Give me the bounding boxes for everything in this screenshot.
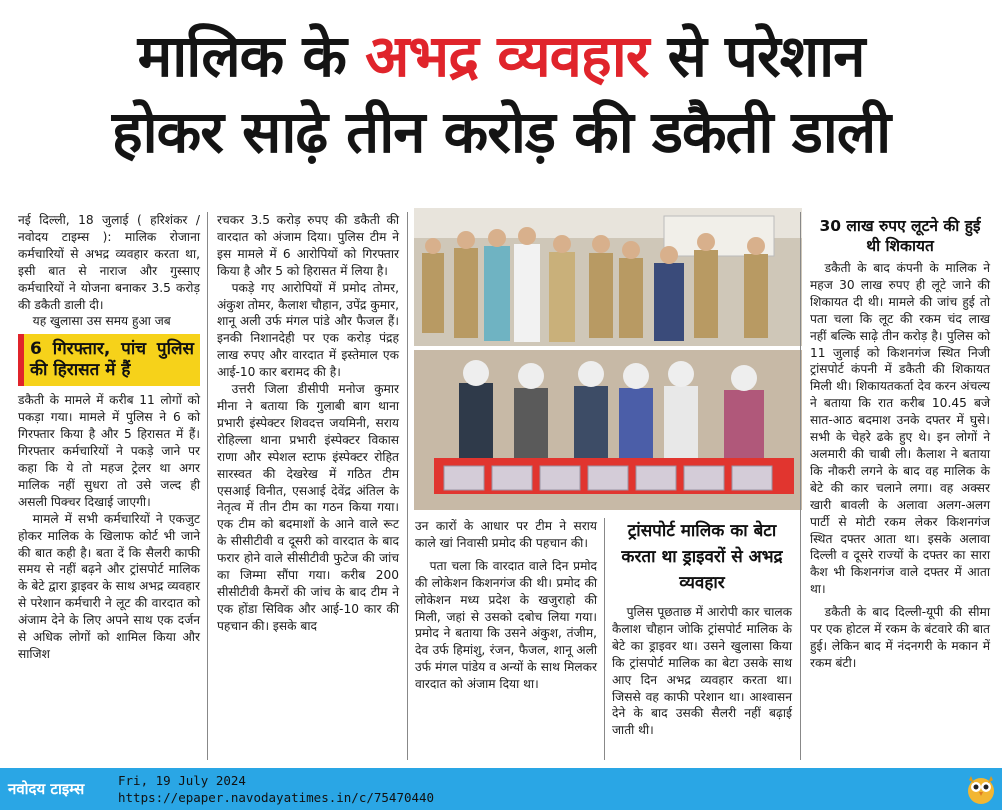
article-column-2 — [217, 212, 399, 635]
news-photo — [414, 208, 802, 510]
photo-police-recovery-image — [414, 208, 802, 510]
owl-icon — [966, 773, 996, 805]
newspaper-logo: नवोदय टाइम्स — [8, 780, 85, 798]
column-divider — [207, 212, 208, 760]
article-column-4 — [612, 518, 792, 739]
headline-line-1 — [0, 18, 1002, 94]
col3-para-1: उन कारों के आधार पर टीम ने सराय काले खां निवासी प्रमोद की पहचान की। — [415, 519, 597, 550]
headline-highlight: अभद्र व्यवहार — [365, 22, 649, 90]
headline-part-1: मालिक के — [137, 22, 366, 90]
col1-para-2: यह खुलासा उस समय हुआ जब — [32, 314, 171, 329]
col5-para-1: डकैती के बाद कंपनी के मालिक ने महज 30 लाख रुपए ही लूटे जाने की शिकायत दी थी। मामले की जांच हुई तो पता चला कि लूट की रकम चंद लाख नहीं बल्कि साढ़े तीन करोड़ है। पुलिस को 11 जुलाई को किशनगंज स्थित निजी ट्रांसपोर्ट कंपनी में डकैती की शिकायत मिली थी। शिकायतकर्ता देव करन अंचल्य ने बताया कि रात करीब 10.45 बजे सात-आठ बदमाश उनके दफ्तर में घुसे। सभी के चेहरे ढके हुए थे। इन लोगों ने अलमारी की चाबी ली। कैलाश ने बताया कि नौकरी लगने के बाद वह मालिक के बेटे की कार चलाने लगा। वह अक्सर खारी बावली के अलावा अलग-अलग पार्टी से मोटी रकम लेकर किशनगंज स्थित दफ्तर आता था। इसके अलावा दिल्ली व दूसरे राज्यों के दफ्तर का सारा कैश भी किशनगंज वाले दफ्तर में आता था। — [810, 261, 990, 597]
article-column-1 — [18, 212, 200, 663]
epaper-link[interactable]: https://epaper.navodayatimes.in/c/75470440 — [118, 790, 435, 805]
headline-part-2: से परेशान — [648, 22, 865, 90]
col3-para-2: पता चला कि वारदात वाले दिन प्रमोद की लोकेशन किशनगंज की थी। प्रमोद की लोकेशन मध्य प्रदेश के खजुराहो की मिली, जहां से उसको दबोच लिया गया। प्रमोद ने बताया कि उसने अंकुश, तंजीम, देव उर्फ हिमांशु, रंजन, फैजल, शानू अली उर्फ मंगल पांडेय व अन्यों के साथ मिलकर वारदात को अंजाम दिया था। — [415, 558, 597, 692]
edition-date: Fri, 19 July 2024 — [118, 773, 246, 788]
highlight-box: 6 गिरफ्तार, पांच पुलिस की हिरासत में हैं — [18, 334, 200, 386]
article-column-3 — [415, 518, 597, 693]
footer-bar — [0, 768, 1002, 810]
column-divider — [407, 212, 408, 760]
column-divider — [604, 518, 605, 760]
column-divider — [800, 212, 801, 760]
col1-para-1: नई दिल्ली, 18 जुलाई ( हरिशंकर / नवोदय टाइम्स ): मालिक रोजाना कर्मचारियों से अभद्र व्यवहार करता था, इसी बात से नाराज और गुस्साए कर्मचारियों ने योजना बनाकर 3.5 करोड़ की डकैती डाली दी। — [18, 213, 200, 312]
col1-para-4: मामले में सभी कर्मचारियों ने एकजुट होकर मालिक के खिलाफ कोर्ट भी जाने की बात कही है। बता दें कि सैलरी काफी समय से नहीं बढ़ने और ट्रांसपोर्ट मालिक के बेटे द्वारा ड्राइवर के साथ अभद्र व्यवहार से परेशान कर्मचारी ने लूट की वारदात को अंजाम देने के लिए अपने साथ एक दर्जन से अधिक लोगों को शामिल किया और साजिश — [18, 511, 200, 661]
headline — [0, 18, 1002, 170]
col5-para-2: डकैती के बाद दिल्ली-यूपी की सीमा पर एक होटल में रकम के बंटवारे की बात हुई। लेकिन बाद में नंदनगरी के मकान में रकम बंटी। — [810, 605, 990, 670]
col1-para-3: डकैती के मामले में करीब 11 लोगों को पकड़ा गया। मामले में पुलिस ने 6 को गिरफ्तार किया है और 5 हिरासत में हैं। गिरफ्तार कर्मचारियों ने पकड़े जाने पर कहा कि ये तो महज ट्रेलर था अगर मालिक नहीं सुधरा तो उसे जल्द ही असली पिक्चर दिखाई जाएगी। — [18, 393, 200, 509]
article-column-5 — [810, 212, 990, 672]
col2-para-2: पकड़े गए आरोपियों में प्रमोद तोमर, अंकुश तोमर, कैलाश चौहान, उपेंद्र कुमार, शानू अली उर्फ मंगल पांडे और फैजल हैं। इनकी निशानदेही पर एक करोड़ पंद्रह लाख रुपए और वारदात में इस्तेमाल एक आई-10 कार बरामद की है। — [217, 280, 399, 380]
subheading-transport-owner: ट्रांसपोर्ट मालिक का बेटा करता था ड्राइवरों से अभद्र व्यवहार — [621, 521, 783, 593]
footer-meta — [118, 772, 434, 806]
col2-para-3: उत्तरी जिला डीसीपी मनोज कुमार मीना ने बताया कि गुलाबी बाग थाना प्रभारी इंस्पेक्टर शिवदत्त जयमिनी, सराय रोहिल्ला थाना प्रभारी इंस्पेक्टर विकास राणा और स्पेशल स्टाफ इंस्पेक्टर रोहित सारस्वत की देखरेख में गठित टीम एसआई विनीत, एसआई देवेंद्र अंतिल के नेतृत्व में तीन टीम का गठन किया गया। एक टीम को बदमाशों के आने वाले रूट के सीसीटीवी व दूसरी को वारदात के बाद फरार होने वाले सीसीटीवी फुटेज की जांच का जिम्मा सौंपा गया। करीब 200 सीसीटीवी कैमरों की जांच के बाद टीम ने एक होंडा सिविक और आई-10 कार की पहचान की। इसके बाद — [217, 382, 399, 633]
subheading-complaint: 30 लाख रुपए लूटने की हुई थी शिकायत — [819, 217, 981, 255]
col2-para-1: रचकर 3.5 करोड़ रुपए की डकैती की वारदात को अंजाम दिया। पुलिस टीम ने इस मामले में 6 आरोपियों को गिरफ्तार किया है और 5 को हिरासत में लिया है। — [217, 213, 399, 278]
headline-line-2: होकर साढ़े तीन करोड़ की डकैती डाली — [111, 98, 891, 166]
col4-para-1: पुलिस पूछताछ में आरोपी कार चालक कैलाश चौहान जोकि ट्रांसपोर्ट मालिक के बेटे का ड्राइवर था। उसने खुलासा किया कि ट्रांसपोर्ट मालिक का बेटा उसके साथ आए दिन अभद्र व्यवहार करता था। जिससे वह काफी परेशान था। आश्वासन देने के बाद उसकी सैलरी नहीं बढ़ाई जाती थी। — [612, 605, 792, 738]
